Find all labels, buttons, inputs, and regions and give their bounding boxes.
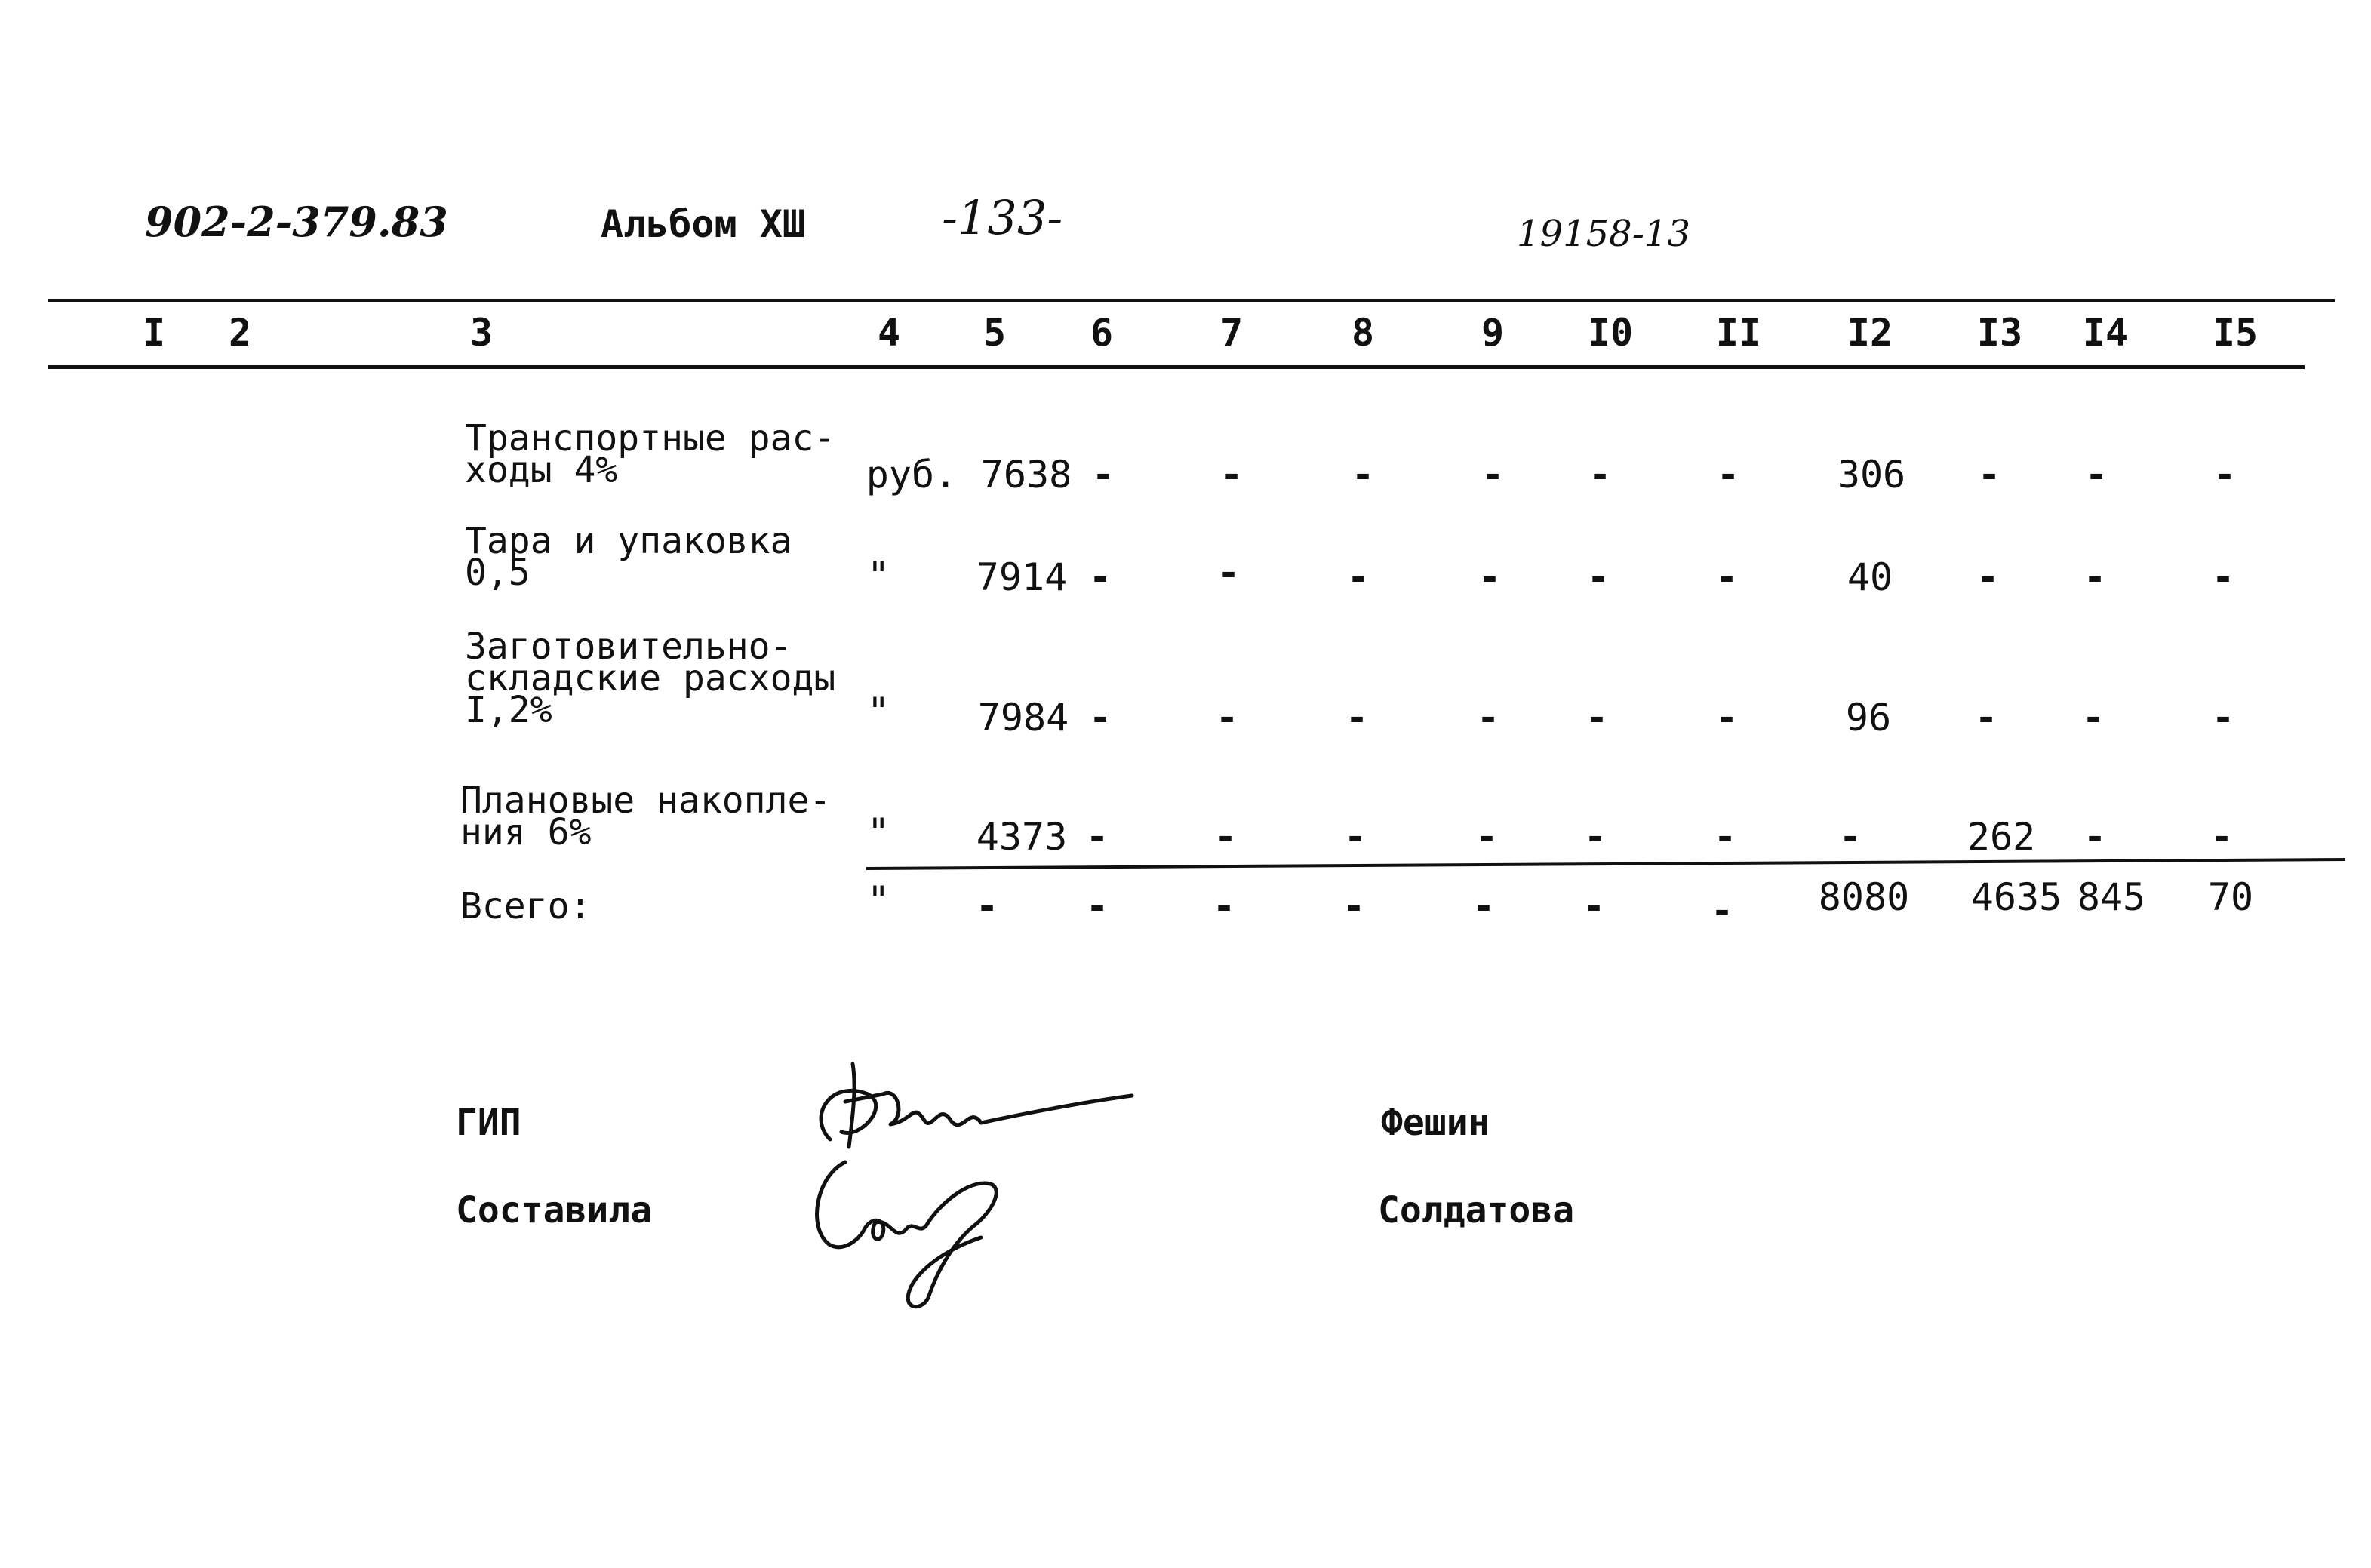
cell-col7: - — [1213, 815, 1238, 859]
unit-cell: " — [866, 690, 890, 733]
column-number-11: II — [1715, 311, 1762, 355]
column-number-8: 8 — [1351, 311, 1375, 355]
column-number-1: I — [142, 311, 166, 355]
cell-col6: - — [1088, 696, 1112, 739]
cell-col9: - — [1481, 453, 1505, 497]
cell-col12: - — [1838, 815, 1862, 859]
cell-col14: - — [2084, 453, 2108, 497]
gip-label: ГИП — [456, 1102, 521, 1144]
column-number-10: I0 — [1587, 311, 1634, 355]
cell-col15: - — [2211, 555, 2235, 599]
cell-col12: 306 — [1837, 453, 1906, 497]
total-rule — [866, 858, 2345, 870]
cell-col14: - — [2083, 555, 2107, 599]
cell-col13: - — [1977, 453, 2001, 497]
column-number-2: 2 — [228, 311, 252, 355]
row-description: Плановые накопле- ния 6% — [460, 779, 832, 853]
cell-col11: - — [1716, 453, 1740, 497]
row-description: Тара и упаковка 0,5 — [465, 520, 792, 594]
cell-col15: - — [2213, 453, 2237, 497]
cell-col12: 40 — [1847, 555, 1893, 599]
cell-col13: - — [1976, 555, 2000, 599]
cell-col11: - — [1713, 815, 1737, 859]
cell-col6: - — [1091, 453, 1115, 497]
cell-col7: - — [1216, 551, 1241, 595]
cell-col11: - — [1710, 889, 1734, 933]
unit-cell: " — [866, 878, 890, 922]
document-number: 902-2-379.83 — [145, 198, 448, 246]
cell-col8: - — [1342, 884, 1366, 928]
column-number-14: I4 — [2082, 311, 2129, 355]
cell-col6: - — [1085, 815, 1109, 859]
column-number-13: I3 — [1976, 311, 2023, 355]
total-col13: 4635 — [1970, 875, 2062, 919]
cell-col6: - — [1088, 555, 1112, 599]
archive-number: 19158-13 — [1517, 213, 1690, 255]
cell-col5: - — [975, 884, 999, 928]
album-label: Альбом XШ — [601, 202, 805, 246]
cell-col9: - — [1475, 815, 1499, 859]
row-description: Заготовительно- складские расходы I,2% — [465, 626, 836, 731]
header-bottom-rule — [48, 365, 2305, 369]
value-cell: 4373 — [976, 815, 1068, 859]
cell-col7: - — [1212, 884, 1236, 928]
cell-col11: - — [1714, 696, 1739, 739]
column-number-6: 6 — [1090, 311, 1114, 355]
column-number-12: I2 — [1847, 311, 1893, 355]
compiled-by-name: Солдатова — [1378, 1189, 1575, 1231]
column-number-15: I5 — [2212, 311, 2259, 355]
cell-col8: - — [1346, 555, 1370, 599]
cell-col15: - — [2211, 696, 2235, 739]
cell-col10: - — [1588, 453, 1612, 497]
page-number: -133- — [942, 190, 1063, 245]
cell-col14: - — [2083, 815, 2107, 859]
cell-col8: - — [1345, 696, 1369, 739]
total-label: Всего: — [460, 885, 592, 927]
cell-col6: - — [1085, 884, 1109, 928]
total-col12: 8080 — [1818, 875, 1910, 919]
value-cell: 7638 — [980, 453, 1072, 497]
unit-cell: руб. — [866, 453, 958, 497]
cell-col7: - — [1215, 696, 1239, 739]
column-number-5: 5 — [983, 311, 1007, 355]
top-rule — [48, 299, 2335, 302]
total-col14: 845 — [2077, 875, 2146, 919]
cell-col15: - — [2210, 815, 2234, 859]
column-number-3: 3 — [469, 311, 494, 355]
cell-col14: - — [2081, 696, 2105, 739]
cell-col8: - — [1351, 453, 1375, 497]
cell-col10: - — [1583, 815, 1607, 859]
cell-col10: - — [1582, 884, 1606, 928]
column-number-7: 7 — [1219, 311, 1244, 355]
cell-col8: - — [1343, 815, 1367, 859]
column-number-4: 4 — [877, 311, 901, 355]
gip-name: Фешин — [1381, 1102, 1490, 1144]
compiled-by-label: Составила — [456, 1189, 653, 1231]
value-cell: 7914 — [976, 555, 1068, 599]
cell-col10: - — [1585, 696, 1609, 739]
cell-col7: - — [1219, 453, 1244, 497]
cell-col9: - — [1471, 884, 1496, 928]
cell-col13: 262 — [1967, 815, 2036, 859]
gip-signature — [800, 1049, 1147, 1162]
total-col15: 70 — [2207, 875, 2254, 919]
value-cell: 7984 — [977, 696, 1069, 739]
cell-col10: - — [1586, 555, 1610, 599]
column-number-9: 9 — [1481, 311, 1505, 355]
cell-col13: - — [1974, 696, 1998, 739]
cell-col9: - — [1476, 696, 1500, 739]
cell-col12: 96 — [1845, 696, 1892, 739]
compiled-by-signature — [800, 1147, 1011, 1313]
cell-col11: - — [1714, 555, 1739, 599]
unit-cell: " — [866, 554, 890, 598]
cell-col9: - — [1478, 555, 1502, 599]
unit-cell: " — [866, 810, 890, 854]
row-description: Транспортные рас- ходы 4% — [465, 417, 836, 491]
